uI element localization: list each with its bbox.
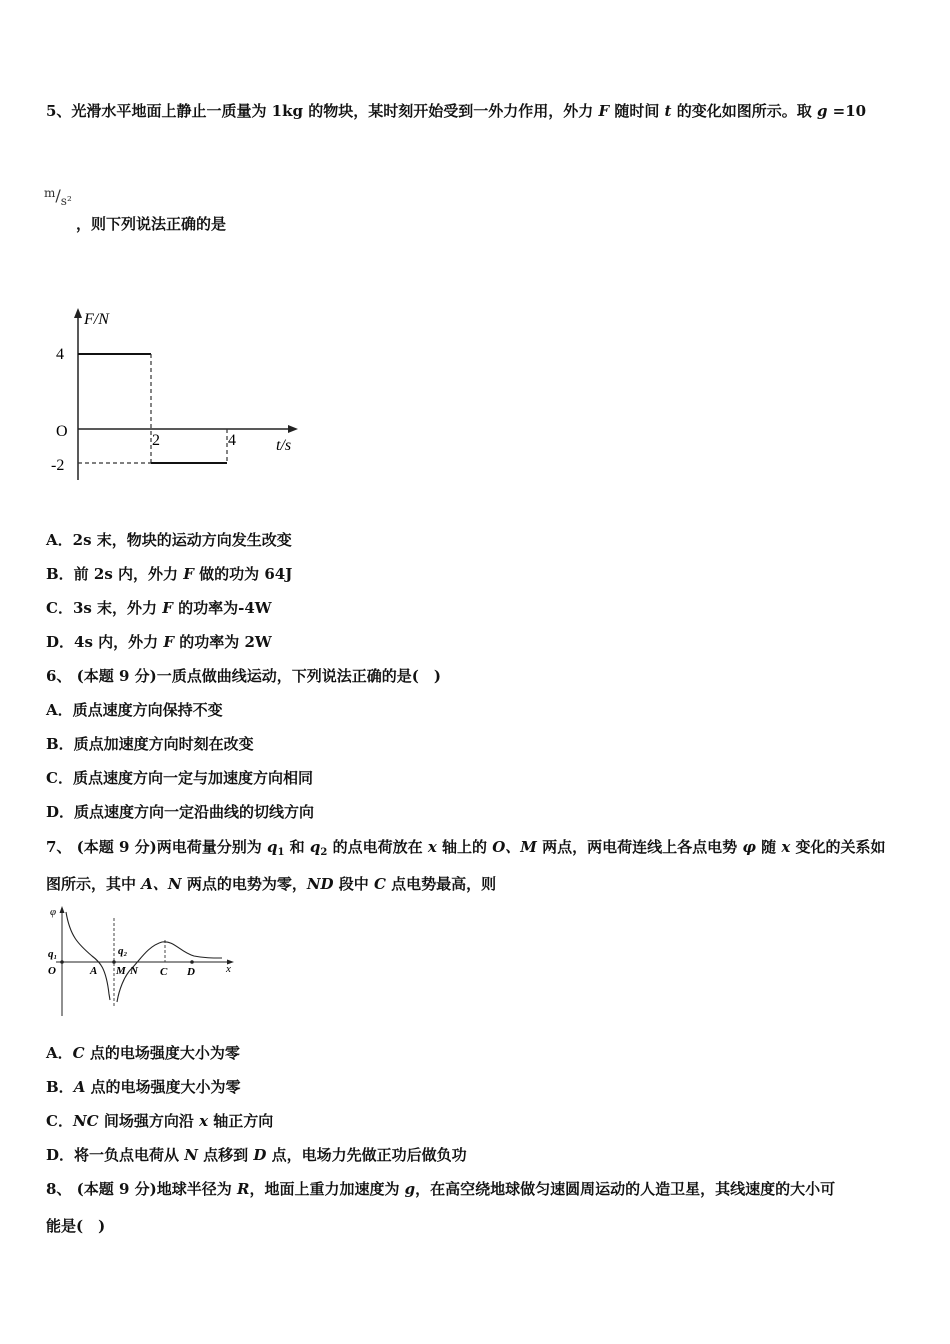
opt-var: A xyxy=(73,1078,86,1096)
opt-text: C． xyxy=(46,1112,73,1130)
q7-stem-line1 xyxy=(46,837,886,863)
O-label: O xyxy=(48,965,56,977)
opt-var: D xyxy=(253,1146,267,1164)
unit-denominator: s² xyxy=(60,194,72,208)
opt-var: N xyxy=(184,1146,198,1164)
q7-stem-part: 轴上的 xyxy=(436,838,493,856)
opt-var: NC xyxy=(72,1112,99,1130)
unit-numerator: m xyxy=(44,186,56,200)
var-q: q xyxy=(309,838,321,856)
q6-option-b: B．质点加速度方向时刻在改变 xyxy=(46,735,254,753)
opt-text: 点移到 xyxy=(197,1146,254,1164)
var-F: F xyxy=(162,599,173,617)
var-q: q xyxy=(266,838,278,856)
q6-option-a: A．质点速度方向保持不变 xyxy=(46,701,223,719)
q5-option-d xyxy=(46,632,272,652)
q7-stem-part: 和 xyxy=(284,838,310,856)
q7-stem-part: 变化的关系如 xyxy=(790,838,886,856)
q5-force-time-graph xyxy=(48,300,318,490)
q5-option-c xyxy=(46,598,272,618)
opt-var: x xyxy=(199,1112,209,1130)
y-axis-label: F/N xyxy=(84,311,109,328)
q8-stem-part: ，在高空绕地球做匀速圆周运动的人造卫星，其线速度的大小可 xyxy=(415,1180,836,1198)
x-axis-arrow-icon xyxy=(288,425,298,433)
q5-option-b xyxy=(46,564,292,584)
q8-stem-line2: 能是( ) xyxy=(46,1217,106,1235)
D-label: D xyxy=(187,966,195,978)
opt-text: 间场强方向沿 xyxy=(98,1112,200,1130)
q7-option-b xyxy=(46,1077,241,1097)
opt-text: D．将一负点电荷从 xyxy=(46,1146,185,1164)
q7-stem-part: 点电势最高，则 xyxy=(385,875,497,893)
q5-var-F: F xyxy=(598,102,610,120)
opt-var: C xyxy=(72,1044,85,1062)
opt-text: D．4s 内，外力 xyxy=(46,633,164,651)
q2-label: q₂ xyxy=(118,945,128,957)
q6-option-d: D．质点速度方向一定沿曲线的切线方向 xyxy=(46,803,315,821)
origin-label: O xyxy=(56,423,68,440)
q5-option-a: A．2s 末，物块的运动方向发生改变 xyxy=(46,531,292,549)
var-F: F xyxy=(163,633,174,651)
q8-stem-part: ，地面上重力加速度为 xyxy=(249,1180,405,1198)
q5-stem-part: 的变化如图所示。取 xyxy=(671,102,817,120)
opt-text: 的功率为 2W xyxy=(174,633,272,651)
x-tick-4: 4 xyxy=(228,432,236,449)
subscript: 2 xyxy=(320,847,328,858)
var-F: F xyxy=(183,565,194,583)
opt-text: B．前 2s 内，外力 xyxy=(46,565,184,583)
opt-text: 点的电场强度大小为零 xyxy=(84,1044,240,1062)
opt-text: 做的功为 64J xyxy=(193,565,293,583)
point-D xyxy=(190,960,194,964)
opt-text: B． xyxy=(46,1078,74,1096)
opt-text: 点的电场强度大小为零 xyxy=(85,1078,241,1096)
x-tick-2: 2 xyxy=(152,432,160,449)
q5-stem-part: 5、光滑水平地面上静止一质量为 1kg 的物块，某时刻开始受到一外力作用，外力 xyxy=(46,102,599,120)
point-O xyxy=(60,960,64,964)
x-axis-label: t/s xyxy=(276,437,292,454)
var-C: C xyxy=(374,875,386,893)
q7-stem-part: 的点电荷放在 xyxy=(327,838,428,856)
q5-stem-line1 xyxy=(46,101,866,121)
var-phi: φ xyxy=(742,838,756,856)
subscript: 1 xyxy=(277,847,285,858)
q7-potential-graph xyxy=(44,902,244,1020)
q5-stem-line2: ，则下列说法正确的是 xyxy=(76,215,227,233)
y-tick-4: 4 xyxy=(56,346,64,363)
var-ND: ND xyxy=(306,875,334,893)
q7-stem-part: 两点的电势为零， xyxy=(181,875,307,893)
q5-stem-part: 随时间 xyxy=(609,102,665,120)
q7-stem-part: 图所示，其中 xyxy=(46,875,142,893)
C-label: C xyxy=(160,966,168,978)
potential-curve-left xyxy=(66,912,110,1000)
opt-text: 点，电场力先做正功后做负功 xyxy=(266,1146,467,1164)
var-OM: O、M xyxy=(492,838,537,856)
N-label: N xyxy=(130,965,138,977)
q5-unit-fraction: m/s² xyxy=(44,186,72,208)
q5-stem-part: =10 xyxy=(827,102,867,120)
q8-stem-part: 8、 (本题 9 分)地球半径为 xyxy=(46,1180,237,1198)
q7-option-c xyxy=(46,1111,273,1131)
phi-axis-arrow-icon xyxy=(60,906,65,913)
q7-option-a xyxy=(46,1043,240,1063)
A-label: A xyxy=(90,965,98,977)
q7-stem-part: 两点，两电荷连线上各点电势 xyxy=(536,838,743,856)
opt-text: 的功率为-4W xyxy=(172,599,272,617)
q6-stem: 6、 (本题 9 分)一质点做曲线运动，下列说法正确的是( ) xyxy=(46,667,441,685)
q5-var-t: t xyxy=(664,102,672,120)
q7-option-d xyxy=(46,1145,467,1165)
q7-stem-part: 7、 (本题 9 分)两电荷量分别为 xyxy=(46,838,267,856)
q6-option-c: C．质点速度方向一定与加速度方向相同 xyxy=(46,769,313,787)
var-g: g xyxy=(404,1180,416,1198)
y-axis-arrow-icon xyxy=(74,308,82,318)
q8-stem-line1 xyxy=(46,1179,835,1199)
q1-label: q₁ xyxy=(48,948,58,960)
y-tick-minus2: -2 xyxy=(51,457,65,474)
phi-label: φ xyxy=(50,906,57,918)
q7-stem-part: 随 xyxy=(755,838,782,856)
q5-var-g: g xyxy=(816,102,828,120)
var-x: x xyxy=(781,838,791,856)
opt-text: C．3s 末，外力 xyxy=(46,599,163,617)
var-AN: A、N xyxy=(141,875,182,893)
x-label: x xyxy=(226,963,231,975)
q7-stem-part: 段中 xyxy=(333,875,374,893)
var-R: R xyxy=(236,1180,250,1198)
q7-stem-line2 xyxy=(46,874,496,894)
M-label: M xyxy=(116,965,126,977)
opt-text: 轴正方向 xyxy=(208,1112,274,1130)
opt-text: A． xyxy=(46,1044,73,1062)
point-M xyxy=(112,960,116,964)
var-x: x xyxy=(427,838,437,856)
